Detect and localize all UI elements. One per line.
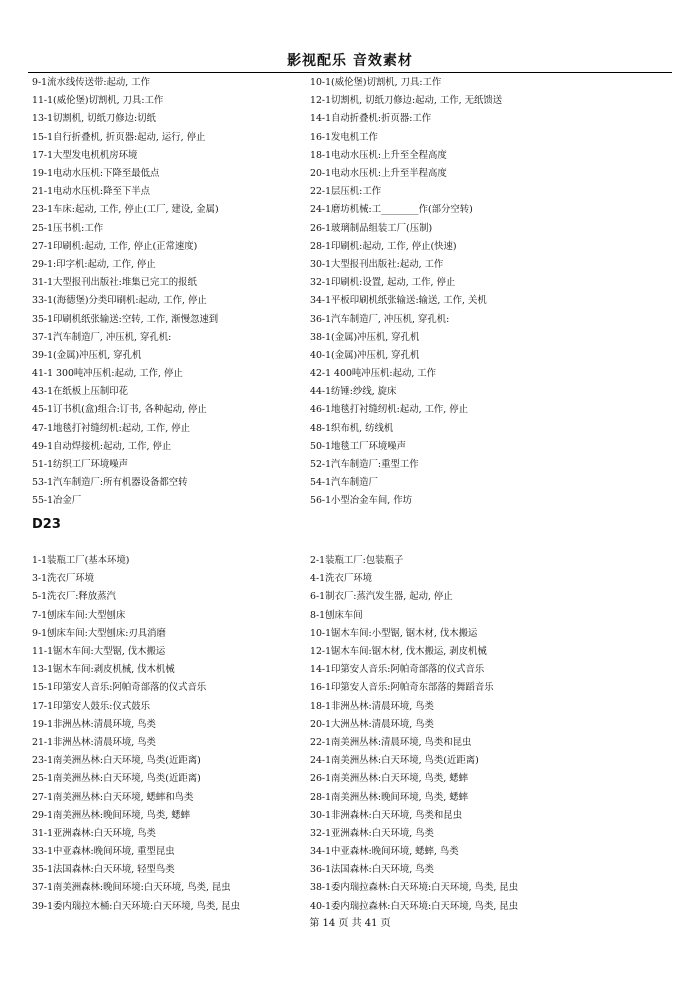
list-item-right: 46-1地毯打衬缝纫机:起动, 工作, 停止 bbox=[310, 404, 469, 416]
list-row bbox=[32, 786, 672, 804]
list-row bbox=[32, 399, 672, 417]
list-row bbox=[32, 623, 672, 641]
list-row bbox=[32, 345, 672, 363]
list-item-left: 31-1大型报刊出版社:堆集已完工的报纸 bbox=[32, 277, 197, 289]
list-item-left: 39-1(金属)冲压机, 穿孔机 bbox=[32, 349, 142, 361]
list-item-right: 54-1汽车制造厂 bbox=[310, 477, 378, 489]
list-item-left: 25-1南美洲丛林:白天环境, 鸟类(近距离) bbox=[32, 773, 201, 785]
list-item-right: 34-1平板印刷机纸张输送:输送, 工作, 关机 bbox=[310, 295, 487, 307]
list-item-left: 45-1订书机(盒)组合:订书, 各种起动, 停止 bbox=[32, 404, 207, 416]
list-item-left: 37-1南美洲森林:晚间环境:白天环境, 鸟类, 昆虫 bbox=[32, 882, 231, 894]
list-item-left: 53-1汽车制造厂:所有机器设备都空转 bbox=[32, 477, 188, 489]
list-item-left: 21-1非洲丛林:清晨环境, 鸟类 bbox=[32, 736, 156, 748]
list-item-left: 35-1印刷机纸张输送:空转, 工作, 渐慢忽速到 bbox=[32, 313, 219, 325]
list-item-left: 15-1自行折叠机, 折页器:起动, 运行, 停止 bbox=[32, 131, 206, 143]
list-row bbox=[32, 568, 672, 586]
list-item-left: 7-1刨床车间:大型刨床 bbox=[32, 609, 126, 621]
list-item-right: 18-1非洲丛林:清晨环境, 鸟类 bbox=[310, 700, 434, 712]
list-item-left: 55-1冶金厂 bbox=[32, 495, 82, 507]
list-row bbox=[32, 841, 672, 859]
list-row bbox=[32, 308, 672, 326]
list-item-left: 17-1印第安人鼓乐:仪式鼓乐 bbox=[32, 700, 150, 712]
list-item-right: 6-1制衣厂:蒸汽发生器, 起动, 停止 bbox=[310, 591, 453, 603]
list-row bbox=[32, 418, 672, 436]
list-row bbox=[32, 436, 672, 454]
list-item-right: 40-1委内瑞拉森林:白天环境:白天环境, 鸟类, 昆虫 bbox=[310, 900, 519, 912]
page-header bbox=[28, 50, 672, 73]
list-item-left: 37-1汽车制造厂, 冲压机, 穿孔机: bbox=[32, 331, 172, 343]
list-item-right: 28-1南美洲丛林:晚间环境, 鸟类, 蟋蟀 bbox=[310, 791, 469, 803]
list-row bbox=[32, 90, 672, 108]
list-item-right: 32-1印刷机:设置, 起动, 工作, 停止 bbox=[310, 277, 456, 289]
section-heading: D23 bbox=[32, 517, 61, 532]
list-row bbox=[32, 472, 672, 490]
list-item-left: 25-1压书机:工作 bbox=[32, 222, 104, 234]
list-item-left: 51-1纺织工厂环境噪声 bbox=[32, 459, 129, 471]
list-item-right: 22-1层压机:工作 bbox=[310, 186, 382, 198]
list-row bbox=[32, 714, 672, 732]
list-item-right: 20-1大洲丛林:清晨环境, 鸟类 bbox=[310, 718, 434, 730]
list-row bbox=[32, 586, 672, 604]
list-item-left: 19-1电动水压机:下降至最低点 bbox=[32, 168, 160, 180]
list-row bbox=[32, 641, 672, 659]
list-row bbox=[32, 145, 672, 163]
list-row bbox=[32, 750, 672, 768]
list-row bbox=[32, 108, 672, 126]
list-item-left: 29-1南美洲丛林:晚间环境, 鸟类, 蟋蟀 bbox=[32, 809, 191, 821]
list-item-right: 12-1锯木车间:锯木材, 伐木搬运, 剥皮机械 bbox=[310, 646, 487, 658]
list-item-left: 41-1 300吨冲压机:起动, 工作, 停止 bbox=[32, 368, 183, 380]
list-item-right: 34-1中亚森林:晚间环境, 蟋蟀, 鸟类 bbox=[310, 846, 459, 858]
list-row bbox=[32, 127, 672, 145]
list-item-left: 9-1流水线传送带:起动, 工作 bbox=[32, 77, 150, 89]
list-item-right: 10-1锯木车间:小型锯, 锯木材, 伐木搬运 bbox=[310, 627, 478, 639]
list-item-right: 42-1 400吨冲压机:起动, 工作 bbox=[310, 368, 437, 380]
list-item-right: 56-1小型冶金车间, 作坊 bbox=[310, 495, 413, 507]
list-row bbox=[32, 163, 672, 181]
list-item-right: 24-1南美洲丛林:白天环境, 鸟类(近距离) bbox=[310, 755, 479, 767]
list-item-left: 27-1印刷机:起动, 工作, 停止(正常速度) bbox=[32, 240, 198, 252]
list-row bbox=[32, 805, 672, 823]
list-row bbox=[32, 290, 672, 308]
list-row bbox=[32, 236, 672, 254]
list-item-left: 13-1锯木车间:剥皮机械, 伐木机械 bbox=[32, 664, 175, 676]
list-item-left: 5-1洗衣厂:释放蒸汽 bbox=[32, 591, 116, 603]
list-row bbox=[32, 696, 672, 714]
list-item-left: 49-1自动焊接机:起动, 工作, 停止 bbox=[32, 440, 172, 452]
list-row bbox=[32, 363, 672, 381]
list-item-right: 18-1电动水压机:上升至全程高度 bbox=[310, 149, 447, 161]
list-row bbox=[32, 199, 672, 217]
list-row bbox=[32, 823, 672, 841]
list-item-right: 30-1大型报刊出版社:起动, 工作 bbox=[310, 258, 444, 270]
list-item-left: 35-1法国森林:白天环境, 轻型鸟类 bbox=[32, 864, 175, 876]
list-item-right: 14-1印第安人音乐:阿帕奇部落的仪式音乐 bbox=[310, 664, 485, 676]
list-row bbox=[32, 454, 672, 472]
list-item-right: 16-1印第安人音乐:阿帕奇东部落的舞蹈音乐 bbox=[310, 682, 494, 694]
list-row bbox=[32, 732, 672, 750]
list-item-right: 28-1印刷机:起动, 工作, 停止(快速) bbox=[310, 240, 457, 252]
list-item-left: 23-1南美洲丛林:白天环境, 鸟类(近距离) bbox=[32, 755, 201, 767]
list-item-left: 39-1委内瑞拉木桶:白天环境:白天环境, 鸟类, 昆虫 bbox=[32, 900, 241, 912]
list-row bbox=[32, 877, 672, 895]
list-item-left: 29-1:印字机:起动, 工作, 停止 bbox=[32, 258, 156, 270]
list-row bbox=[32, 859, 672, 877]
list-item-left: 19-1非洲丛林:清晨环境, 鸟类 bbox=[32, 718, 156, 730]
page-title: 影视配乐 音效素材 bbox=[287, 53, 413, 69]
list-item-left: 47-1地毯打衬缝纫机:起动, 工作, 停止 bbox=[32, 422, 191, 434]
list-item-right: 10-1(威伦堡)切割机, 刀具:工作 bbox=[310, 77, 442, 89]
list-item-right: 32-1亚洲森林:白天环境, 鸟类 bbox=[310, 827, 434, 839]
list-row bbox=[32, 605, 672, 623]
list-item-left: 21-1电动水压机:降至下半点 bbox=[32, 186, 150, 198]
list-item-left: 23-1车床:起动, 工作, 停止(工厂, 建设, 金属) bbox=[32, 204, 219, 216]
list-row bbox=[32, 272, 672, 290]
list-item-right: 50-1地毯工厂环境噪声 bbox=[310, 440, 407, 452]
list-item-right: 14-1自动折叠机:折页器:工作 bbox=[310, 113, 432, 125]
list-item-right: 26-1南美洲丛林:白天环境, 鸟类, 蟋蟀 bbox=[310, 773, 469, 785]
list-item-right: 52-1汽车制造厂:重型工作 bbox=[310, 459, 419, 471]
list-item-right: 2-1装瓶工厂:包装瓶子 bbox=[310, 555, 404, 567]
list-row bbox=[32, 896, 672, 914]
list-row bbox=[32, 768, 672, 786]
list-item-left: 27-1南美洲丛林:白天环境, 蟋蟀和鸟类 bbox=[32, 791, 194, 803]
list-row bbox=[32, 327, 672, 345]
list-item-right: 40-1(金属)冲压机, 穿孔机 bbox=[310, 349, 420, 361]
list-item-right: 4-1洗衣厂环境 bbox=[310, 573, 372, 585]
list-item-left: 43-1在纸板上压制印花 bbox=[32, 386, 129, 398]
list-row bbox=[32, 677, 672, 695]
list-item-right: 22-1南美洲丛林:清晨环境, 鸟类和昆虫 bbox=[310, 736, 472, 748]
list-row bbox=[32, 254, 672, 272]
list-item-right: 12-1切割机, 切纸刀修边:起动, 工作, 无纸馈送 bbox=[310, 95, 503, 107]
list-item-right: 36-1汽车制造厂, 冲压机, 穿孔机: bbox=[310, 313, 450, 325]
list-item-left: 31-1亚洲森林:白天环境, 鸟类 bbox=[32, 827, 156, 839]
list-item-left: 33-1(海德堡)分类印刷机:起动, 工作, 停止 bbox=[32, 295, 207, 307]
list-row bbox=[32, 490, 672, 508]
list-item-left: 17-1大型发电机机房环境 bbox=[32, 149, 138, 161]
list-item-right: 48-1织布机, 纺线机 bbox=[310, 422, 394, 434]
list-item-left: 3-1洗衣厂环境 bbox=[32, 573, 94, 585]
list-item-left: 13-1切割机, 切纸刀修边:切纸 bbox=[32, 113, 156, 125]
list-item-right: 38-1(金属)冲压机, 穿孔机 bbox=[310, 331, 420, 343]
list-item-left: 9-1刨床车间:大型刨床:刃具消磨 bbox=[32, 627, 166, 639]
list-item-left: 33-1中亚森林:晚间环境, 重型昆虫 bbox=[32, 846, 175, 858]
list-item-left: 11-1锯木车间:大型锯, 伐木搬运 bbox=[32, 646, 166, 658]
list-item-right: 8-1刨床车间 bbox=[310, 609, 363, 621]
list-section-1 bbox=[32, 72, 672, 509]
list-item-left: 11-1(威伦堡)切割机, 刀具:工作 bbox=[32, 95, 164, 107]
list-section-2 bbox=[32, 550, 672, 914]
list-item-right: 24-1磨坊机械:工________作(部分空转) bbox=[310, 204, 473, 216]
list-row bbox=[32, 72, 672, 90]
list-item-left: 15-1印第安人音乐:阿帕奇部落的仪式音乐 bbox=[32, 682, 207, 694]
list-row bbox=[32, 381, 672, 399]
list-row bbox=[32, 181, 672, 199]
page-footer: 第 14 页 共 41 页 bbox=[309, 918, 391, 929]
list-item-right: 38-1委内瑞拉森林:白天环境:白天环境, 鸟类, 昆虫 bbox=[310, 882, 519, 894]
list-item-right: 30-1非洲森林:白天环境, 鸟类和昆虫 bbox=[310, 809, 463, 821]
list-row bbox=[32, 659, 672, 677]
list-row bbox=[32, 218, 672, 236]
list-item-left: 1-1装瓶工厂(基本环境) bbox=[32, 555, 130, 567]
list-item-right: 36-1法国森林:白天环境, 鸟类 bbox=[310, 864, 434, 876]
list-item-right: 16-1发电机工作 bbox=[310, 131, 378, 143]
list-item-right: 26-1玻璃制品组装工厂(压制) bbox=[310, 222, 433, 234]
list-item-right: 44-1纺锤:纱线, 旋床 bbox=[310, 386, 397, 398]
list-item-right: 20-1电动水压机:上升至半程高度 bbox=[310, 168, 447, 180]
list-row bbox=[32, 550, 672, 568]
